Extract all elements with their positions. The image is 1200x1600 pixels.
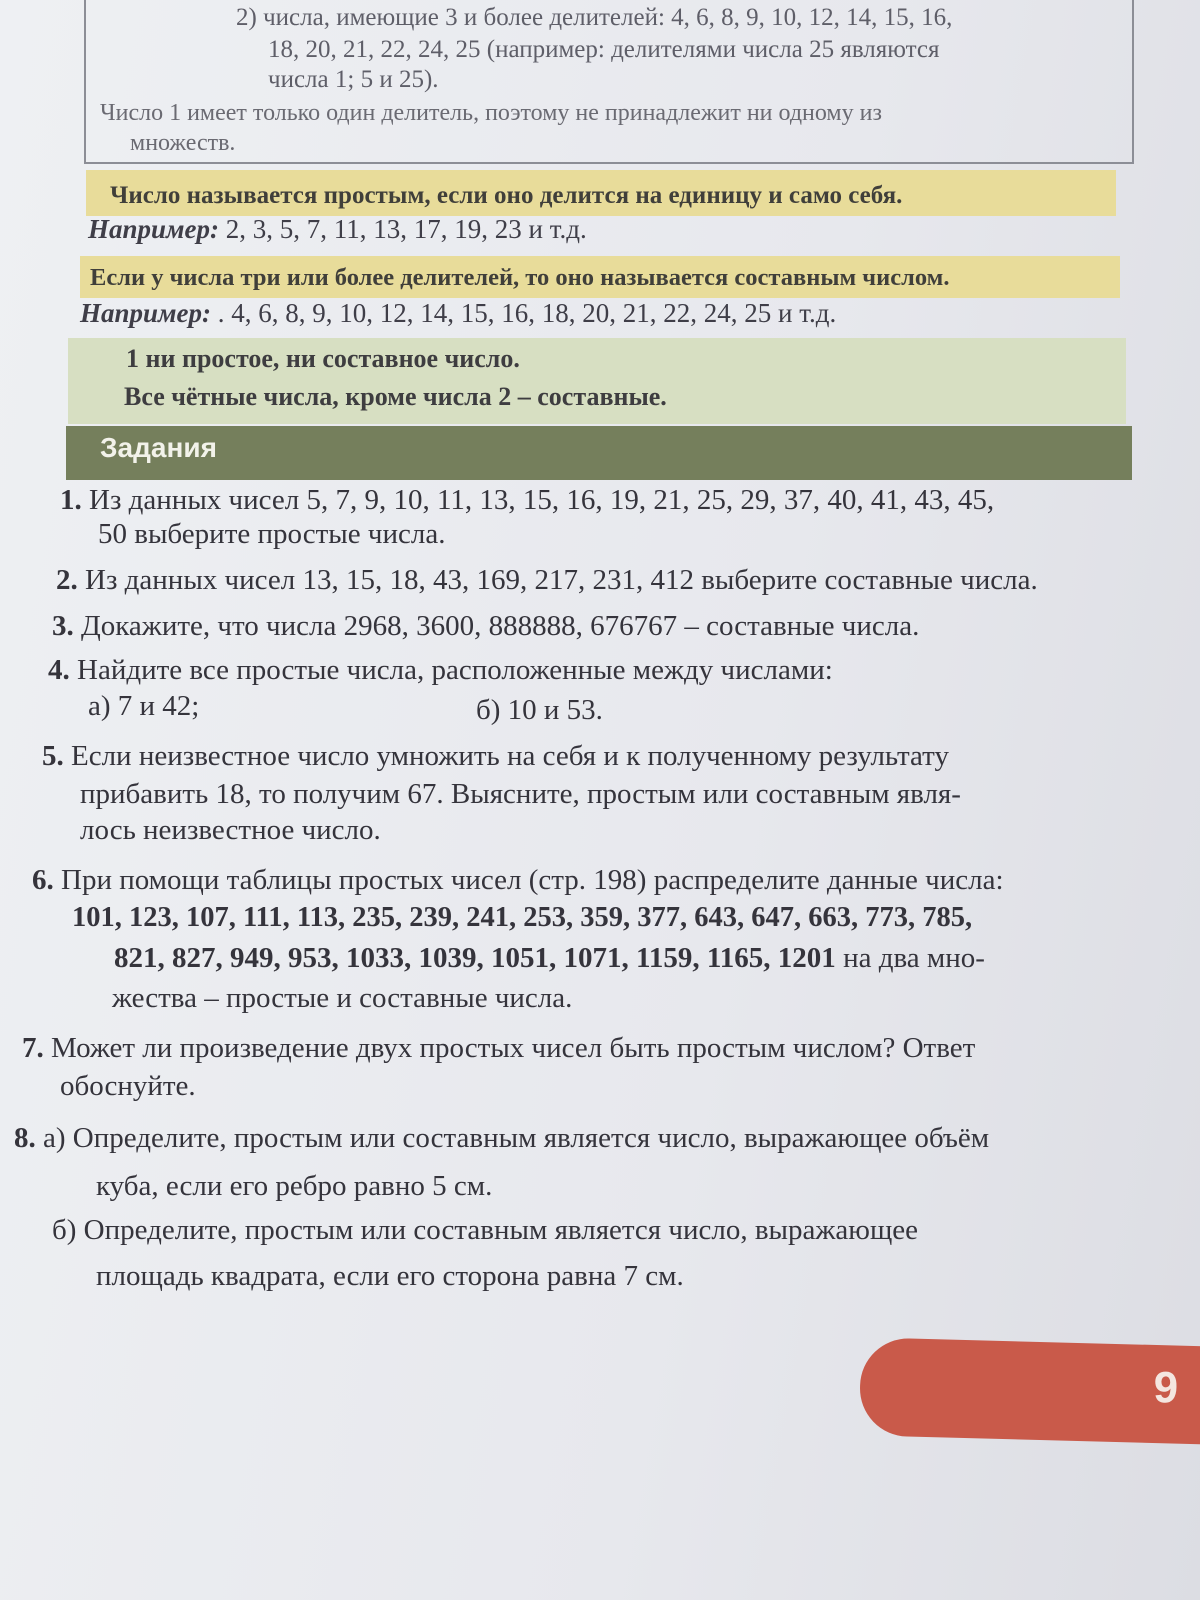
note-even-composite: Все чётные числа, кроме числа 2 – составные. (124, 382, 667, 411)
tasks-title: Задания (100, 432, 217, 463)
task-4-option-b: б) 10 и 53. (476, 694, 603, 726)
divisors-line-1: 2) числа, имеющие 3 и более делителей: 4, 6, 8, 9, 10, 12, 14, 15, 16, (236, 4, 953, 31)
page-number-tab (859, 1337, 1200, 1444)
task-4-text: Найдите все простые числа, расположенные между числами: (77, 654, 833, 686)
task-8-a-text: а) Определите, простым или составным является число, выражающее объём (43, 1122, 990, 1154)
task-6-numbers-line-2: 821, 827, 949, 953, 1033, 1039, 1051, 1071, 1159, 1165, 1201 (114, 942, 836, 974)
task-6-numbers-line-1: 101, 123, 107, 111, 113, 235, 239, 241, 253, 359, 377, 643, 647, 663, 773, 785, (72, 902, 973, 933)
task-1-text: Из данных чисел 5, 7, 9, 10, 11, 13, 15, 16, 19, 21, 25, 29, 37, 40, 41, 43, 45, (89, 484, 995, 516)
composite-definition: Если у числа три или более делителей, то оно называется составным числом. (90, 264, 950, 291)
composite-example (80, 298, 836, 329)
task-6-line-1 (32, 866, 1004, 895)
task-3-text: Докажите, что числа 2968, 3600, 888888, 676767 – составные числа. (81, 610, 920, 642)
composite-example-label: Например: (80, 298, 212, 328)
task-3-line-1 (52, 612, 919, 641)
task-8-line-1 (14, 1124, 989, 1153)
task-1-line-2: 50 выберите простые числа. (98, 518, 446, 550)
prime-definition: Число называется простым, если оно делится на единицу и само себя. (110, 182, 903, 209)
task-2-text: Из данных чисел 13, 15, 18, 43, 169, 217, 231, 412 выберите составные числа. (85, 564, 1038, 596)
task-1-line-1 (60, 486, 994, 515)
prime-example (88, 214, 587, 245)
task-8-number: 8. (14, 1122, 36, 1154)
task-5-line-1 (42, 742, 949, 771)
tasks-header-band (66, 426, 1132, 480)
task-5-number: 5. (42, 740, 64, 772)
task-6-line-3 (114, 944, 985, 973)
task-6-line-4: жества – простые и составные числа. (112, 982, 573, 1014)
task-5-line-2: прибавить 18, то получим 67. Выясните, простым или составным явля- (80, 778, 961, 810)
divisors-note-1: Число 1 имеет только один делитель, поэтому не принадлежит ни одному из (100, 100, 882, 126)
task-6-number: 6. (32, 864, 54, 896)
task-4-number: 4. (48, 654, 70, 686)
composite-example-values: . 4, 6, 8, 9, 10, 12, 14, 15, 16, 18, 20, 21, 22, 24, 25 и т.д. (217, 298, 837, 328)
task-8-a-line-2: куба, если его ребро равно 5 см. (96, 1170, 493, 1202)
task-8-b-line-2: площадь квадрата, если его сторона равна 7 см. (96, 1260, 684, 1292)
task-5-text: Если неизвестное число умножить на себя и к полученному результату (71, 740, 949, 772)
task-6-line-3-rest: на два мно- (835, 942, 985, 974)
task-8-b-line-1: б) Определите, простым или составным является число, выражающее (52, 1214, 919, 1246)
prime-example-label: Например: (88, 214, 220, 244)
task-7-number: 7. (22, 1032, 44, 1064)
page-number: 9 (1153, 1362, 1179, 1413)
prime-example-values: 2, 3, 5, 7, 11, 13, 17, 19, 23 и т.д. (225, 214, 587, 244)
task-7-text: Может ли произведение двух простых чисел быть простым числом? Ответ (51, 1032, 976, 1064)
note-one-neither: 1 ни простое, ни составное число. (126, 344, 520, 373)
task-3-number: 3. (52, 610, 74, 642)
divisors-box (84, 0, 1134, 164)
divisors-note-2: множеств. (130, 130, 236, 156)
task-1-number: 1. (60, 484, 82, 516)
divisors-line-2: 18, 20, 21, 22, 24, 25 (например: делителями числа 25 являются (268, 36, 940, 63)
task-4-option-a: а) 7 и 42; (88, 690, 200, 722)
divisors-line-3: числа 1; 5 и 25). (268, 66, 439, 93)
task-6-text: При помощи таблицы простых чисел (стр. 198) распределите данные числа: (61, 864, 1004, 896)
task-4-line-1 (48, 656, 833, 685)
task-5-line-3: лось неизвестное число. (80, 814, 381, 846)
task-7-line-2: обоснуйте. (60, 1070, 196, 1102)
task-2-line-1 (56, 566, 1038, 595)
task-2-number: 2. (56, 564, 78, 596)
task-7-line-1 (22, 1034, 975, 1063)
